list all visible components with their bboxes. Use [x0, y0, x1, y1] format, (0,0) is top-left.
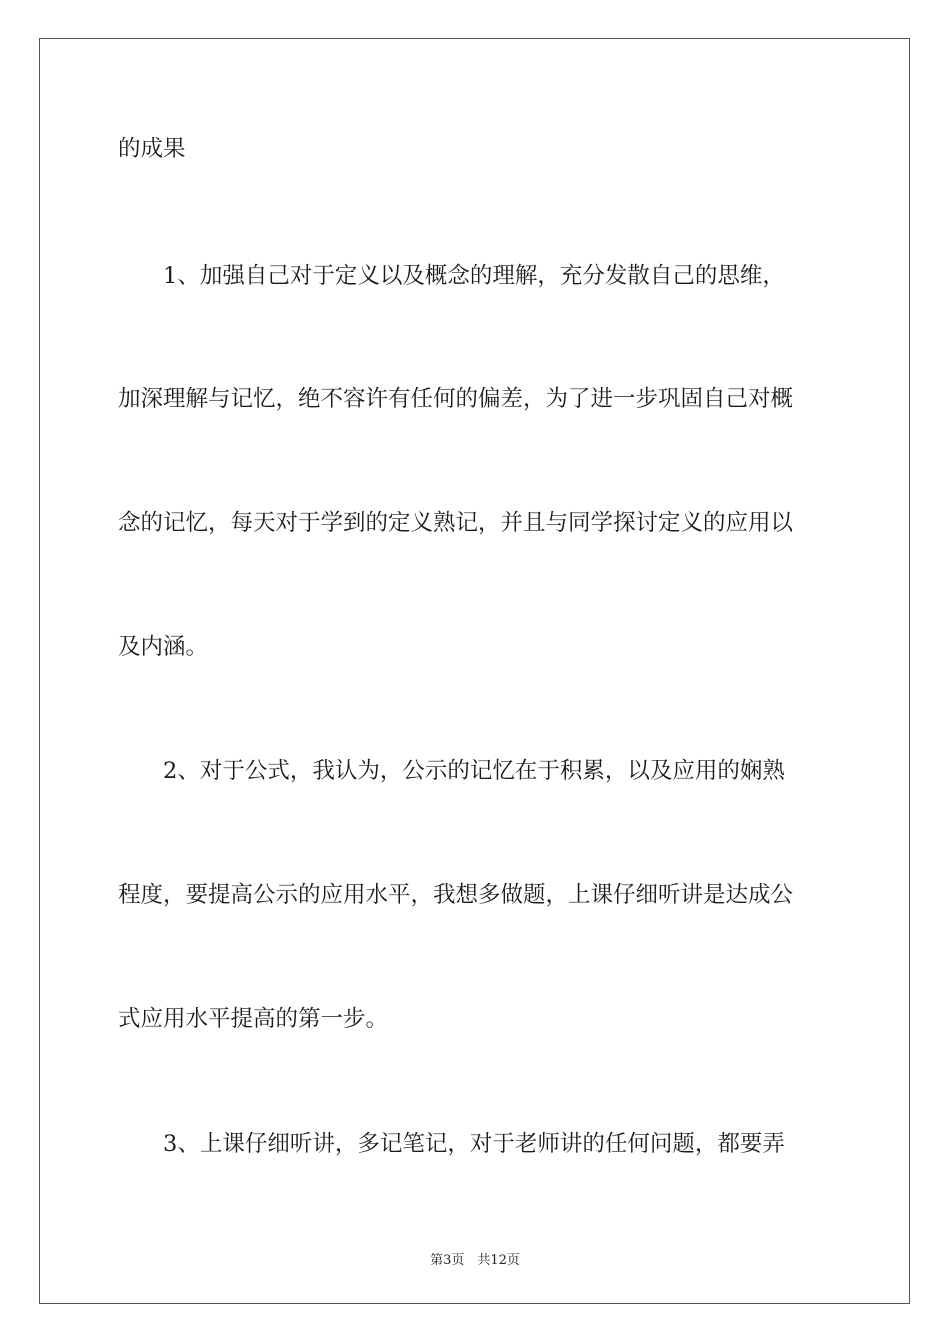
- page-footer: 第3页 共12页: [430, 1253, 520, 1268]
- text-line-7: 程度，要提高公示的应用水平，我想多做题，上课仔细听讲是达成公: [118, 882, 794, 908]
- text-line-5: 及内涵。: [118, 634, 209, 660]
- text-line-6: 2、对于公式，我认为，公示的记忆在于积累，以及应用的娴熟: [163, 758, 785, 784]
- text-line-3: 加深理解与记忆，绝不容许有任何的偏差，为了进一步巩固自己对概: [118, 386, 794, 412]
- text-line-8: 式应用水平提高的第一步。: [118, 1006, 389, 1032]
- text-line-1: 的成果: [118, 136, 186, 162]
- text-line-9: 3、上课仔细听讲，多记笔记，对于老师讲的任何问题，都要弄: [163, 1131, 785, 1157]
- text-line-4: 念的记忆，每天对于学到的定义熟记，并且与同学探讨定义的应用以: [118, 510, 794, 536]
- text-line-2: 1、加强自己对于定义以及概念的理解，充分发散自己的思维，: [163, 263, 785, 289]
- page-border: [39, 38, 910, 1304]
